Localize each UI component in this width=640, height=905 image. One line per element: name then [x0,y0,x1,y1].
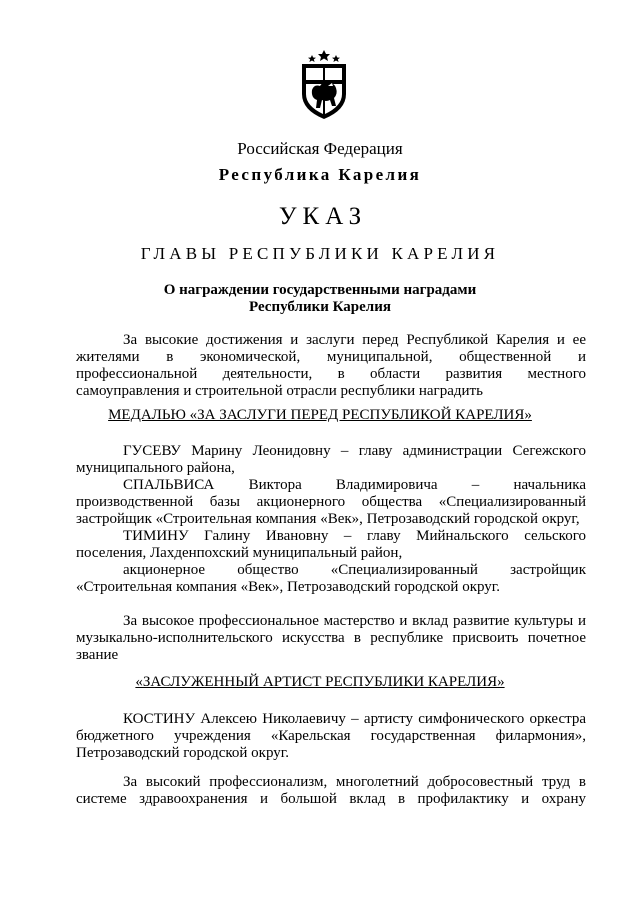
text-line: бюджетного учреждения «Карельская государственная филармония», [76,728,586,744]
text-line: За высокий профессионализм, многолетний добросовестный труд в [123,774,586,790]
document-issuer: ГЛАВЫ РЕСПУБЛИКИ КАРЕЛИЯ [140,244,500,263]
text-line: «Строительная компания «Век», Петрозаводский городской округ. [76,579,500,595]
text-line: звание [76,647,119,663]
text-line: ГУСЕВУ Марину Леонидовну – главу администрации Сегежского [123,443,586,459]
text-line: КОСТИНУ Алексею Николаевичу – артисту симфонического оркестра [123,711,586,727]
republic-name: Республика Карелия [218,165,422,184]
decree-subject [0,282,640,316]
text-line: СПАЛЬВИСА Виктора Владимировича – начальника [123,477,586,493]
intro-paragraph [76,613,586,664]
award-recipients [76,443,586,596]
text-line: застройщик «Строительная компания «Век», Петрозаводский городской округ, [76,511,580,527]
text-line: жителями в экономической, муниципальной, общественной и [76,349,586,365]
text-line: производственной базы акционерного общества «Специализированный [76,494,586,510]
text-line: поселения, Лахденпохский муниципальный район, [76,545,403,561]
text-line: акционерное общество «Специализированный застройщик [123,562,586,578]
text-line: музыкально-исполнительского искусства в республике присвоить почетное [76,630,586,646]
text-line: системе здравоохранения и большой вклад в профилактику и охрану [76,791,586,807]
document-type: УКАЗ [278,203,368,230]
subject-line: О награждении государственными наградами [163,282,477,298]
text-line: Петрозаводский городской округ. [76,745,289,761]
text-line: За высокие достижения и заслуги перед Республикой Карелия и ее [123,332,586,348]
award-recipients [76,711,586,762]
text-line: самоуправления и строительной отрасли республики наградить [76,383,483,399]
subject-line: Республики Карелия [249,299,391,315]
karelia-coat-of-arms-icon [298,50,350,120]
intro-paragraph [76,774,586,808]
intro-paragraph [76,332,586,400]
text-line: муниципального района, [76,460,235,476]
country-name: Российская Федерация [237,139,403,158]
award-heading: МЕДАЛЬЮ «ЗА ЗАСЛУГИ ПЕРЕД РЕСПУБЛИКОЙ КАРЕЛИЯ» [108,407,532,423]
text-line: За высокое профессиональное мастерство и вклад развитие культуры и [123,613,586,629]
title-heading: «ЗАСЛУЖЕННЫЙ АРТИСТ РЕСПУБЛИКИ КАРЕЛИЯ» [135,674,505,690]
text-line: профессиональной деятельности, в области развития местного [76,366,586,382]
text-line: ТИМИНУ Галину Ивановну – главу Мийнальского сельского [123,528,586,544]
